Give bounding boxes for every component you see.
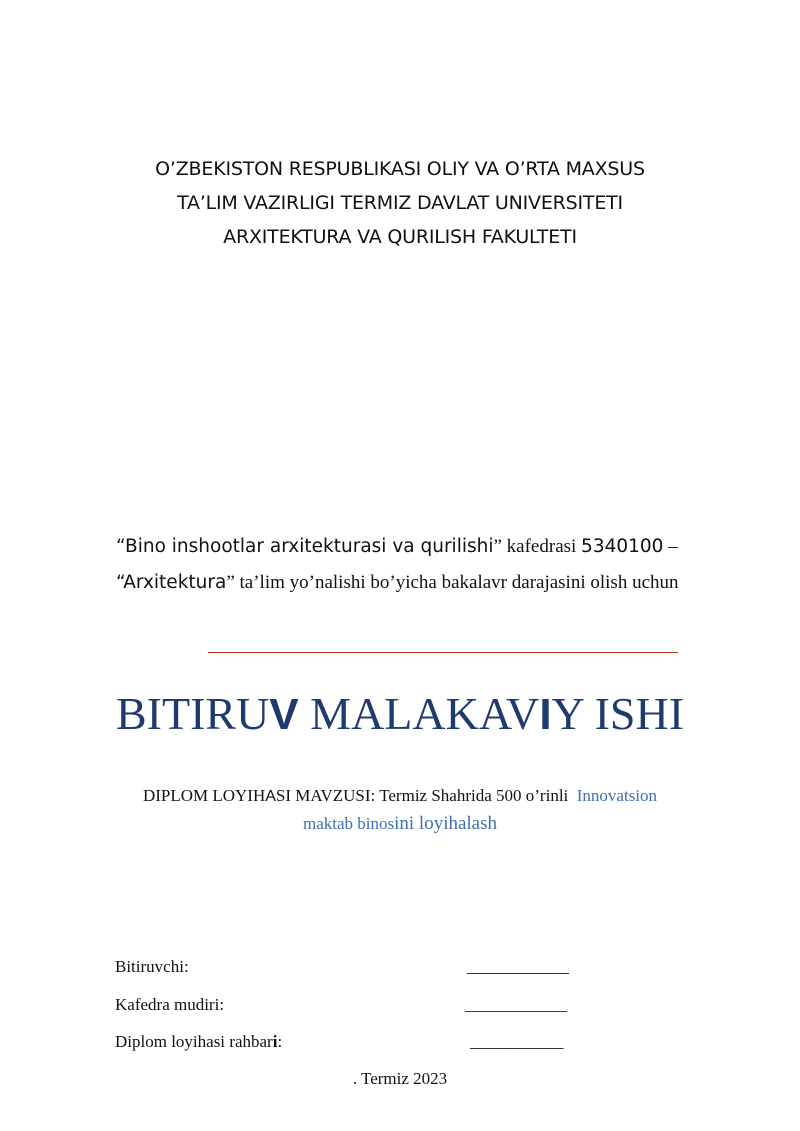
department-word: ” kafedrasi — [493, 536, 582, 557]
signature-label-part: : — [277, 1032, 283, 1051]
signature-label-part: i — [272, 1032, 278, 1051]
department-line-2 — [116, 565, 756, 601]
topic-highlight: Innovatsion — [576, 786, 658, 805]
signature-label: Bitiruvchi: — [115, 957, 189, 976]
topic-line-1 — [0, 782, 800, 810]
title-part: I — [539, 690, 552, 739]
degree-text: ” ta’lim yo’nalishi bo’yicha bakalavr darajasini olish uchun — [226, 572, 679, 593]
topic-highlight: maktab binos — [302, 814, 395, 833]
signature-label-part: Diplom loyihasi rahbar — [115, 1032, 273, 1051]
topic-highlight: ini loyihalash — [394, 813, 498, 834]
signature-line: ____________ — [465, 995, 567, 1014]
signature-row-head — [115, 995, 585, 1023]
title-part: BITIRU — [115, 688, 270, 739]
header-line-ministry: O’ZBEKISTON RESPUBLIKASI OLIY VA O’RTA MAXSUS — [155, 158, 645, 180]
specialty-name: “Arxitektura — [116, 572, 227, 593]
specialty-code: 5340100 — [581, 536, 664, 557]
title-part: Y ISHI — [551, 688, 685, 739]
title-part: MALAKAV — [298, 688, 540, 739]
header-line-university: TA’LIM VAZIRLIGI TERMIZ DAVLAT UNIVERSITETI — [177, 192, 623, 214]
place-and-year: . Termiz 2023 — [352, 1069, 448, 1088]
page-title — [0, 686, 800, 743]
signature-line: ____________ — [467, 957, 569, 976]
red-divider — [208, 652, 678, 653]
department-name: “Bino inshootlar arxitekturasi va qurilishi — [116, 536, 494, 557]
signature-label: Kafedra mudiri: — [115, 995, 225, 1014]
topic-line-2 — [0, 810, 800, 837]
university-header — [0, 152, 800, 254]
signature-line: ___________ — [470, 1032, 564, 1051]
signature-row-graduate — [115, 957, 585, 985]
topic-label: A — [265, 788, 276, 805]
dash: – — [663, 536, 678, 557]
department-statement — [116, 529, 756, 601]
topic-label: SI MAVZUSI: Termiz Shahrida 500 o’rinli — [275, 786, 569, 805]
title-part: V — [269, 690, 299, 739]
topic-label: DIPLOM LOYIH — [142, 786, 266, 805]
department-line-1 — [116, 529, 756, 565]
signature-row-supervisor — [115, 1032, 585, 1060]
project-topic — [0, 782, 800, 837]
signature-label — [115, 1032, 282, 1052]
header-line-faculty: ARXITEKTURA VA QURILISH FAKULTETI — [223, 226, 577, 248]
